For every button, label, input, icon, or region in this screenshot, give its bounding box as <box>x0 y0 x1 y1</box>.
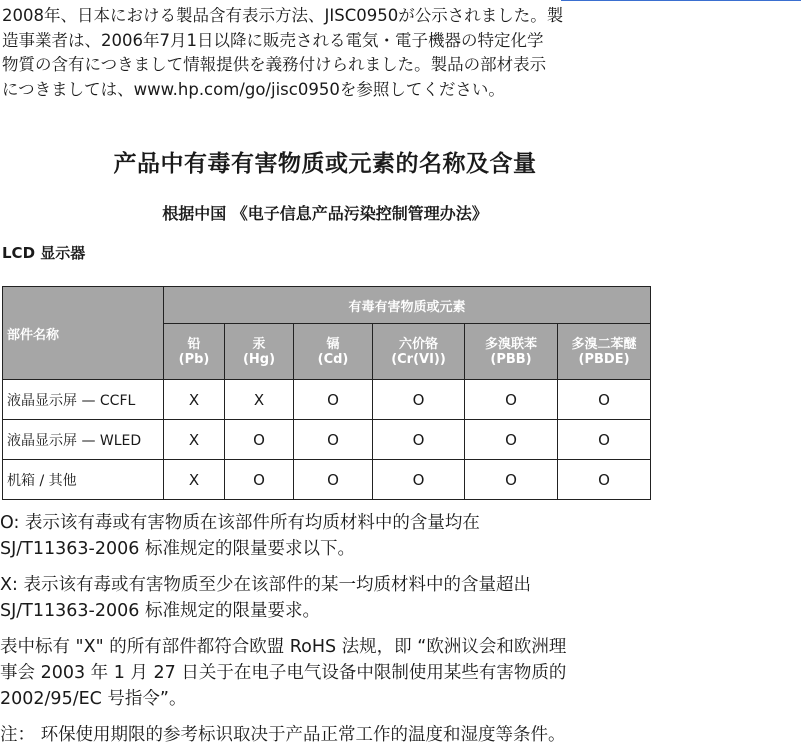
column-header-cr6 <box>373 324 465 380</box>
column-name: 多溴联苯 <box>484 336 537 352</box>
table-cell: X <box>164 380 225 420</box>
o-note <box>0 510 480 562</box>
japanese-notice-line: につきましては、www.hp.com/go/jisc0950を参照してください。 <box>2 79 505 99</box>
table-cell: O <box>465 380 558 420</box>
table-cell: O <box>558 460 651 500</box>
table-cell: O <box>373 460 465 500</box>
row-part-name: 机箱 / 其他 <box>3 460 164 500</box>
column-header-cd <box>294 324 373 380</box>
hazardous-substances-table <box>2 286 651 500</box>
column-symbol: (Pb) <box>178 351 210 367</box>
page-title: 产品中有毒有害物质或元素的名称及含量 <box>113 151 537 177</box>
substances-group-header: 有毒有害物质或元素 <box>164 287 651 324</box>
japanese-notice-line: 造事業者は、2006年7月1日以降に販売される電気・電子機器の特定化学 <box>2 30 544 50</box>
table-cell: O <box>558 380 651 420</box>
note-line: SJ/T11363-2006 标准规定的限量要求以下。 <box>0 539 355 559</box>
x-note <box>0 572 531 624</box>
table-cell: O <box>294 380 373 420</box>
column-name: 六价铬 <box>398 336 438 352</box>
column-name: 汞 <box>252 336 266 352</box>
top-rule <box>561 0 801 1</box>
table-row <box>3 420 651 460</box>
table-cell: O <box>225 460 294 500</box>
note-line: SJ/T11363-2006 标准规定的限量要求。 <box>0 601 320 621</box>
column-symbol: (Cr(VI)) <box>391 351 446 367</box>
column-header-pbb <box>465 324 558 380</box>
japanese-notice-line: 2008年、日本における製品含有表示方法、JISC0950が公示されました。製 <box>2 6 564 25</box>
column-name: 镉 <box>326 336 340 352</box>
column-symbol: (Hg) <box>242 351 276 367</box>
table-cell: X <box>164 420 225 460</box>
page-subtitle: 根据中国 《电子信息产品污染控制管理办法》 <box>162 204 488 223</box>
japanese-notice <box>2 4 582 102</box>
column-name: 多溴二苯醚 <box>571 336 637 352</box>
column-header-hg <box>225 324 294 380</box>
part-name-header: 部件名称 <box>3 287 164 380</box>
footnote-line: 注： 环保使用期限的参考标识取决于产品正常工作的温度和湿度等条件。 <box>0 725 566 745</box>
note-line: O: 表示该有毒或有害物质在该部件所有均质材料中的含量均在 <box>0 513 480 533</box>
column-header-pb <box>164 324 225 380</box>
table-cell: O <box>294 420 373 460</box>
column-symbol: (PBDE) <box>578 351 630 367</box>
row-part-name: 液晶显示屏 — CCFL <box>3 380 164 420</box>
japanese-notice-line: 物質の含有につきまして情報提供を義務付けられました。製品の部材表示 <box>2 55 547 74</box>
section-label: LCD 显示器 <box>2 244 86 262</box>
note-line: 事会 2003 年 1 月 27 日关于在电子电气设备中限制使用某些有害物质的 <box>0 663 567 683</box>
note-line: X: 表示该有毒或有害物质至少在该部件的某一均质材料中的含量超出 <box>0 575 531 595</box>
note-line: 2002/95/EC 号指令”。 <box>0 689 187 709</box>
table-row <box>3 380 651 420</box>
row-part-name: 液晶显示屏 — WLED <box>3 420 164 460</box>
table-row <box>3 460 651 500</box>
table-cell: O <box>558 420 651 460</box>
column-name: 铅 <box>187 336 201 352</box>
column-symbol: (PBB) <box>490 351 532 367</box>
table-cell: O <box>465 420 558 460</box>
table-cell: O <box>373 380 465 420</box>
note-line: 表中标有 "X" 的所有部件都符合欧盟 RoHS 法规，即 “欧洲议会和欧洲理 <box>0 637 567 657</box>
table-cell: O <box>294 460 373 500</box>
column-header-pbde <box>558 324 651 380</box>
table-cell: O <box>225 420 294 460</box>
column-symbol: (Cd) <box>317 351 349 367</box>
table-cell: X <box>225 380 294 420</box>
rohs-note <box>0 634 566 712</box>
table-cell: X <box>164 460 225 500</box>
table-cell: O <box>465 460 558 500</box>
footnote <box>0 722 566 748</box>
table-cell: O <box>373 420 465 460</box>
